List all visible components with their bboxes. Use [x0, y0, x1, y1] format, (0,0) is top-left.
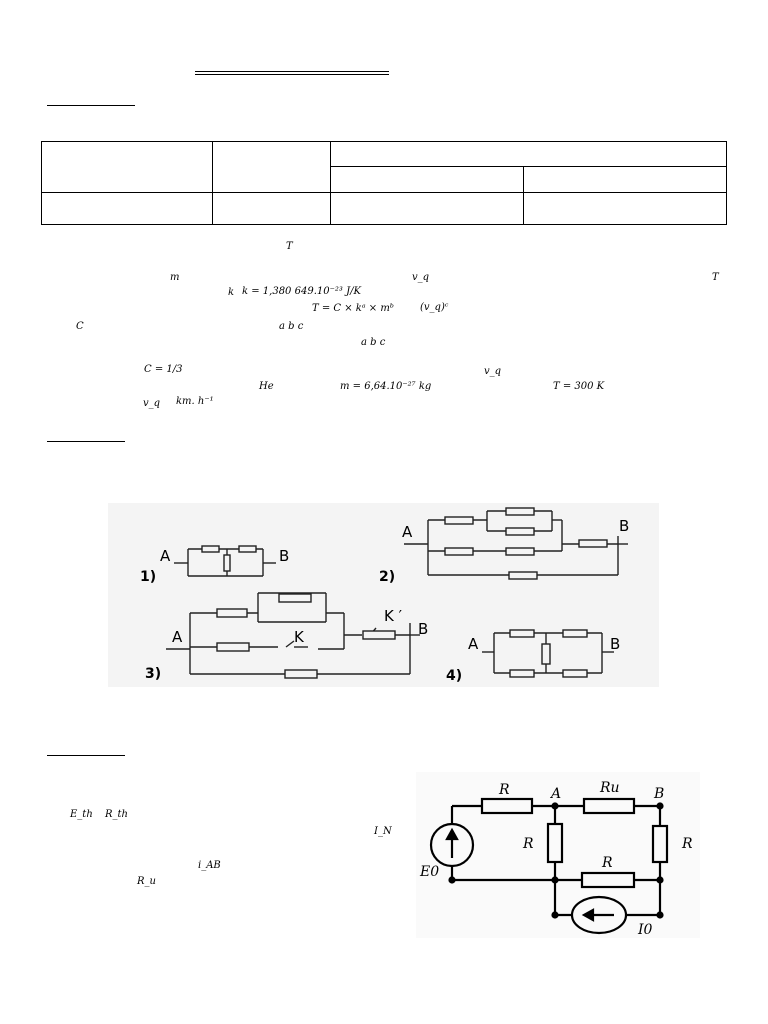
- math-C1: C: [76, 321, 84, 332]
- math-k: k: [228, 287, 235, 298]
- math-abc2: a b c: [361, 337, 386, 348]
- label-Ru: Ru: [600, 780, 620, 796]
- c1-label-A: A: [160, 547, 171, 565]
- label-R-bottom: R: [602, 855, 613, 871]
- table-cell-r2c3: [331, 167, 524, 193]
- c3-label-B: B: [418, 620, 429, 638]
- label-A: A: [551, 786, 562, 802]
- c4-label-A: A: [468, 635, 479, 653]
- math-IN: I_N: [374, 826, 392, 837]
- label-R-middle: R: [523, 836, 534, 852]
- c4-number: 4): [446, 668, 463, 684]
- math-T2: T: [712, 272, 719, 283]
- c3-label-A: A: [172, 628, 183, 646]
- math-T1: T: [286, 241, 293, 252]
- math-abc1: a b c: [279, 321, 304, 332]
- math-vq3: v_q: [143, 398, 161, 409]
- table-cell-r1c1: [42, 142, 213, 193]
- resistor-networks-figure: [108, 503, 659, 687]
- table-cell-r1c2: [213, 142, 331, 193]
- c4-label-B: B: [610, 635, 621, 653]
- section2-heading-rule: [47, 441, 125, 442]
- label-E0: E0: [420, 864, 440, 880]
- label-I0: I0: [638, 922, 653, 938]
- math-Eth: E_th: [70, 809, 93, 820]
- thevenin-circuit-svg: [416, 772, 700, 938]
- math-iAB: i_AB: [198, 860, 221, 871]
- math-unit: km. h⁻¹: [176, 396, 214, 407]
- table-cell-r3c4: [524, 193, 727, 225]
- c1-number: 1): [140, 569, 157, 585]
- c3-number: 3): [145, 666, 162, 682]
- c1-label-B: B: [279, 547, 290, 565]
- math-vq1: v_q: [412, 272, 430, 283]
- math-formula: T = C × kᵃ × mᵇ: [312, 303, 394, 314]
- table-cell-r3c2: [213, 193, 331, 225]
- table-cell-r1c3: [331, 142, 727, 167]
- math-Ru: R_u: [137, 876, 156, 887]
- math-He: He: [259, 381, 274, 392]
- c2-label-B: B: [619, 517, 630, 535]
- resistor-networks-svg: [108, 503, 659, 687]
- table-cell-r3c3: [331, 193, 524, 225]
- c3-label-Kprime: K ′: [384, 607, 403, 625]
- info-table: [41, 141, 727, 225]
- label-R-right: R: [682, 836, 693, 852]
- math-Rth: R_th: [105, 809, 128, 820]
- c2-number: 2): [379, 569, 396, 585]
- c2-label-A: A: [402, 523, 413, 541]
- math-mass: m = 6,64.10⁻²⁷ kg: [340, 381, 432, 392]
- title-underline: [195, 71, 389, 75]
- label-R-top: R: [499, 782, 510, 798]
- math-formula-vq: (v_q)ᶜ: [420, 302, 449, 313]
- table-cell-r2c4: [524, 167, 727, 193]
- circuit-2: [404, 508, 628, 579]
- math-temp: T = 300 K: [553, 381, 605, 392]
- c3-label-K: K: [294, 628, 304, 646]
- circuit-3: [166, 593, 420, 678]
- section3-heading-rule: [47, 755, 125, 756]
- section1-heading-rule: [47, 105, 135, 106]
- math-C-value: C = 1/3: [144, 364, 183, 375]
- label-B: B: [654, 786, 665, 802]
- math-k-value: k = 1,380 649.10⁻²³ J/K: [242, 286, 361, 297]
- table-cell-r3c1: [42, 193, 213, 225]
- math-vq2: v_q: [484, 366, 502, 377]
- math-m: m: [170, 272, 180, 283]
- circuit-1: [174, 546, 276, 576]
- thevenin-circuit-figure: [416, 772, 700, 938]
- circuit-4: [482, 630, 614, 677]
